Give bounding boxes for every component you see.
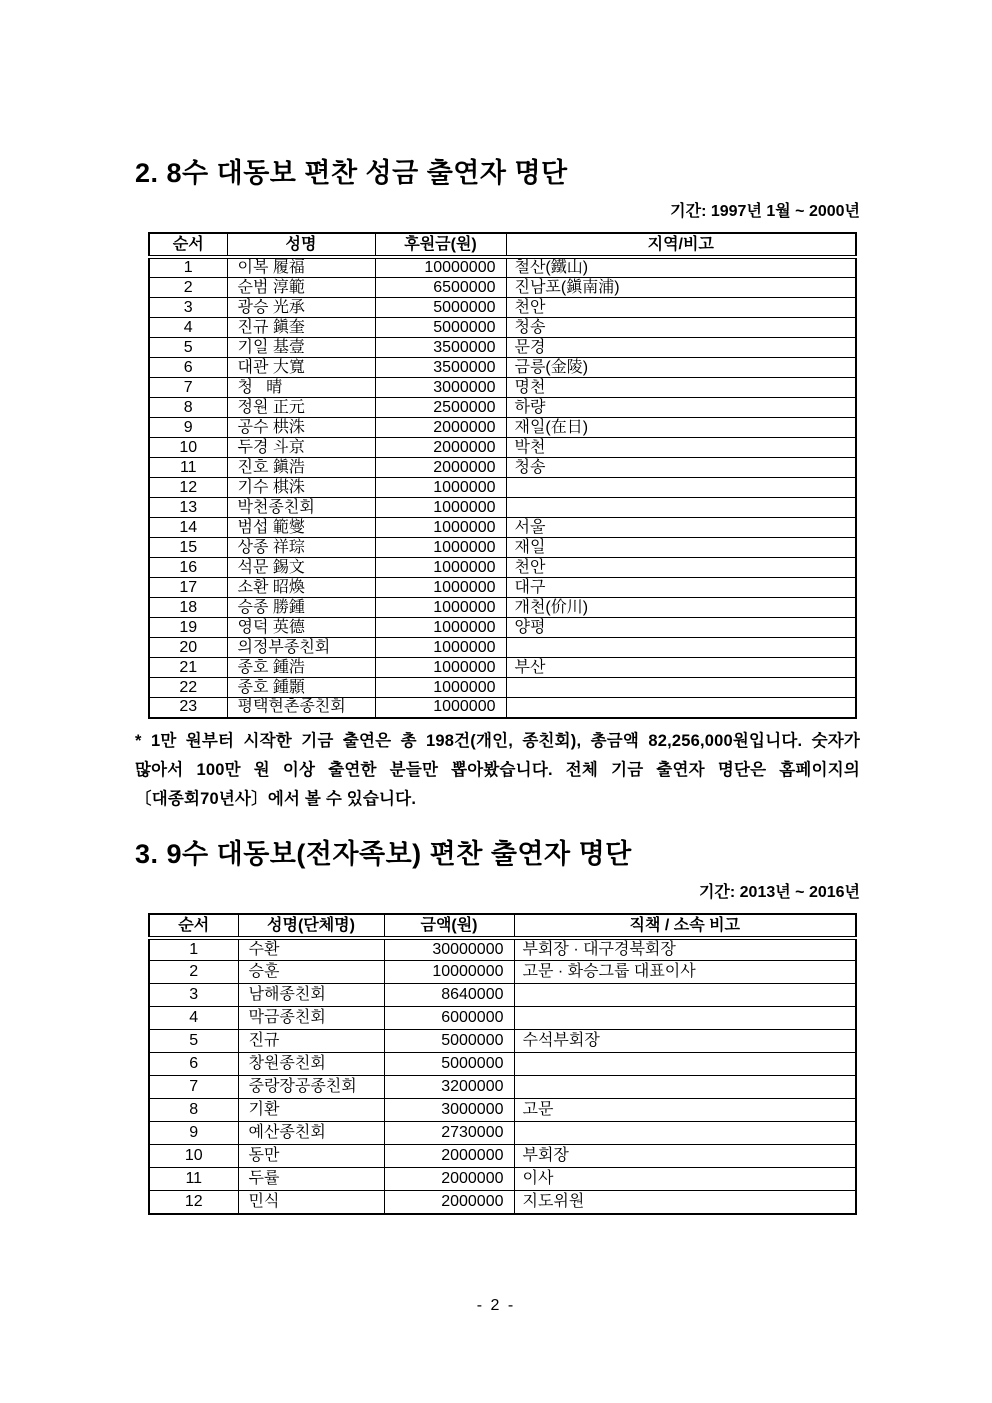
table-cell: 1000000 <box>375 638 506 658</box>
table-cell: 종호 鍾顥 <box>227 678 375 698</box>
table-row <box>149 438 856 458</box>
table-cell: 하량 <box>506 398 856 418</box>
table-row <box>149 358 856 378</box>
table-cell: 평택현촌종친회 <box>227 698 375 718</box>
table-cell: 19 <box>149 618 227 638</box>
table-cell <box>514 1053 856 1076</box>
column-header: 직책 / 소속 비고 <box>514 914 856 938</box>
table-cell: 2000000 <box>384 1191 514 1214</box>
table-cell: 순범 淳範 <box>227 278 375 298</box>
table-cell <box>506 478 856 498</box>
table-row <box>149 498 856 518</box>
column-header: 순서 <box>149 233 227 257</box>
table-cell: 8640000 <box>384 984 514 1007</box>
table-cell: 1000000 <box>375 478 506 498</box>
table-cell <box>514 1007 856 1030</box>
table-row <box>149 458 856 478</box>
table-cell: 5000000 <box>375 298 506 318</box>
table-row <box>149 1145 856 1168</box>
table-cell: 범섭 範燮 <box>227 518 375 538</box>
section-2-period-label: 기간: 1997년 1월 ~ 2000년 <box>670 203 860 220</box>
table-cell: 두경 斗京 <box>227 438 375 458</box>
table-cell: 금릉(金陵) <box>506 358 856 378</box>
table-cell: 기일 基壹 <box>227 338 375 358</box>
table-cell: 10 <box>149 1145 238 1168</box>
table-cell: 종호 鍾浩 <box>227 658 375 678</box>
table-row <box>149 418 856 438</box>
table-cell: 진호 鎭浩 <box>227 458 375 478</box>
table-cell: 이복 履福 <box>227 257 375 278</box>
table-cell: 2000000 <box>375 438 506 458</box>
table-cell: 3000000 <box>384 1099 514 1122</box>
table-cell: 14 <box>149 518 227 538</box>
table-row <box>149 598 856 618</box>
table-cell: 서울 <box>506 518 856 538</box>
column-header: 성명 <box>227 233 375 257</box>
table-cell: 21 <box>149 658 227 678</box>
table-cell: 진남포(鎭南浦) <box>506 278 856 298</box>
column-header: 순서 <box>149 914 238 938</box>
table-cell: 1000000 <box>375 698 506 718</box>
table-cell: 수환 <box>238 938 384 961</box>
table-cell: 기수 棋洙 <box>227 478 375 498</box>
table-cell: 3 <box>149 984 238 1007</box>
table-cell: 5 <box>149 1030 238 1053</box>
table-cell <box>506 698 856 718</box>
table-cell: 3 <box>149 298 227 318</box>
table-cell: 대구 <box>506 578 856 598</box>
table-cell: 양평 <box>506 618 856 638</box>
table-row <box>149 1122 856 1145</box>
table-cell: 23 <box>149 698 227 718</box>
table-cell: 남해종친회 <box>238 984 384 1007</box>
table-row <box>149 638 856 658</box>
table-cell: 창원종친회 <box>238 1053 384 1076</box>
table-row <box>149 578 856 598</box>
table-cell: 1000000 <box>375 678 506 698</box>
table-cell: 1000000 <box>375 518 506 538</box>
table-cell: 부회장 <box>514 1145 856 1168</box>
table-cell: 8 <box>149 1099 238 1122</box>
table-cell: 1000000 <box>375 538 506 558</box>
table-cell: 1 <box>149 938 238 961</box>
table-cell: 3500000 <box>375 338 506 358</box>
table-cell: 정원 正元 <box>227 398 375 418</box>
table-cell: 1 <box>149 257 227 278</box>
table-cell: 9 <box>149 418 227 438</box>
table-cell: 승훈 <box>238 961 384 984</box>
table-cell: 고문 <box>514 1099 856 1122</box>
table-cell: 4 <box>149 1007 238 1030</box>
table-cell: 민식 <box>238 1191 384 1214</box>
table-cell <box>514 1076 856 1099</box>
table-cell: 2000000 <box>384 1145 514 1168</box>
table-cell: 명천 <box>506 378 856 398</box>
table-cell: 철산(鐵山) <box>506 257 856 278</box>
table-cell: 이사 <box>514 1168 856 1191</box>
table-cell: 5000000 <box>375 318 506 338</box>
table-cell: 공수 栱洙 <box>227 418 375 438</box>
table-cell: 청송 <box>506 318 856 338</box>
table-cell: 소환 昭煥 <box>227 578 375 598</box>
table-cell: 광승 光承 <box>227 298 375 318</box>
table-cell: 2000000 <box>384 1168 514 1191</box>
table-cell: 부산 <box>506 658 856 678</box>
section-2-heading: 2. 8수 대동보 편찬 성금 출연자 명단 <box>135 158 568 188</box>
table-cell: 7 <box>149 1076 238 1099</box>
table-cell: 대관 大寬 <box>227 358 375 378</box>
table-cell: 청송 <box>506 458 856 478</box>
table-row <box>149 378 856 398</box>
table-cell: 의정부종친회 <box>227 638 375 658</box>
table-row <box>149 298 856 318</box>
table-cell: 18 <box>149 598 227 618</box>
table-row <box>149 478 856 498</box>
table-cell: 승종 勝鍾 <box>227 598 375 618</box>
table-row <box>149 618 856 638</box>
header-row <box>149 914 856 938</box>
table-cell: 3500000 <box>375 358 506 378</box>
table-cell: 박천 <box>506 438 856 458</box>
table-cell: 천안 <box>506 558 856 578</box>
table-cell: 7 <box>149 378 227 398</box>
table-cell: 진규 鎭奎 <box>227 318 375 338</box>
table-row <box>149 678 856 698</box>
table-cell: 기환 <box>238 1099 384 1122</box>
table-cell: 10000000 <box>375 257 506 278</box>
table-cell: 두률 <box>238 1168 384 1191</box>
donation-table-1997-2000 <box>148 232 857 719</box>
table-cell: 11 <box>149 458 227 478</box>
table-cell: 재일(在日) <box>506 418 856 438</box>
table-row <box>149 318 856 338</box>
table-cell: 6 <box>149 358 227 378</box>
table-cell: 청 晴 <box>227 378 375 398</box>
table-cell: 재일 <box>506 538 856 558</box>
table-cell: 고문 · 화승그룹 대표이사 <box>514 961 856 984</box>
table-cell: 2500000 <box>375 398 506 418</box>
table-cell: 1000000 <box>375 598 506 618</box>
section-3-heading: 3. 9수 대동보(전자족보) 편찬 출연자 명단 <box>135 838 632 869</box>
table-row <box>149 538 856 558</box>
table-cell: 문경 <box>506 338 856 358</box>
table-cell: 6500000 <box>375 278 506 298</box>
table-row <box>149 558 856 578</box>
table-cell: 영덕 英德 <box>227 618 375 638</box>
table-row <box>149 698 856 718</box>
table-row <box>149 257 856 278</box>
table-row <box>149 278 856 298</box>
table-cell: 17 <box>149 578 227 598</box>
table-cell <box>506 678 856 698</box>
table-row <box>149 1168 856 1191</box>
table-cell: 9 <box>149 1122 238 1145</box>
table-cell: 2000000 <box>375 418 506 438</box>
table-cell: 6000000 <box>384 1007 514 1030</box>
table-cell: 석문 錫文 <box>227 558 375 578</box>
table-row <box>149 1053 856 1076</box>
table-cell: 동만 <box>238 1145 384 1168</box>
table-cell: 10 <box>149 438 227 458</box>
table-row <box>149 398 856 418</box>
table-row <box>149 1007 856 1030</box>
table-cell: 1000000 <box>375 578 506 598</box>
table-cell: 진규 <box>238 1030 384 1053</box>
section-3-period-label: 기간: 2013년 ~ 2016년 <box>698 883 860 901</box>
table-cell: 지도위원 <box>514 1191 856 1214</box>
table-row <box>149 518 856 538</box>
column-header: 지역/비고 <box>506 233 856 257</box>
table-cell: 15 <box>149 538 227 558</box>
table-cell: 1000000 <box>375 558 506 578</box>
table-row <box>149 1191 856 1214</box>
table-row <box>149 1030 856 1053</box>
table-row <box>149 1076 856 1099</box>
page-number: - 2 - <box>476 1297 516 1314</box>
table-cell: 10000000 <box>384 961 514 984</box>
footnote: * 1만 원부터 시작한 기금 출연은 총 198건(개인, 종친회), 총금액 82,256,000원입니다. 숫자가 많아서 100만 원 이상 출연한 분들만 뽑아봤습니다. 전체 기금 출연자 명단은 홈페이지의 〔대종회70년사〕에서 볼 수 있습니다. <box>135 731 860 808</box>
table-cell <box>506 638 856 658</box>
table-cell: 5 <box>149 338 227 358</box>
table-row <box>149 961 856 984</box>
table-cell: 12 <box>149 1191 238 1214</box>
header-row <box>149 233 856 257</box>
column-header: 성명(단체명) <box>238 914 384 938</box>
table-cell: 4 <box>149 318 227 338</box>
donation-table-2013-2016 <box>148 913 857 1215</box>
table-cell: 3000000 <box>375 378 506 398</box>
table-cell: 13 <box>149 498 227 518</box>
table-cell: 22 <box>149 678 227 698</box>
table-cell: 1000000 <box>375 498 506 518</box>
table-cell: 2730000 <box>384 1122 514 1145</box>
column-header: 금액(원) <box>384 914 514 938</box>
table-cell: 1000000 <box>375 618 506 638</box>
table-cell: 개천(价川) <box>506 598 856 618</box>
table-cell: 1000000 <box>375 658 506 678</box>
table-cell: 막금종친회 <box>238 1007 384 1030</box>
table-cell: 6 <box>149 1053 238 1076</box>
table-cell: 상종 祥琮 <box>227 538 375 558</box>
column-header: 후원금(원) <box>375 233 506 257</box>
table-cell: 30000000 <box>384 938 514 961</box>
table-cell: 천안 <box>506 298 856 318</box>
table-cell: 16 <box>149 558 227 578</box>
table-row <box>149 938 856 961</box>
table-cell: 2000000 <box>375 458 506 478</box>
table-cell: 2 <box>149 278 227 298</box>
table-cell <box>506 498 856 518</box>
table-row <box>149 1099 856 1122</box>
table-cell: 수석부회장 <box>514 1030 856 1053</box>
table-row <box>149 984 856 1007</box>
table-cell <box>514 984 856 1007</box>
table-cell <box>514 1122 856 1145</box>
table-cell: 예산종친회 <box>238 1122 384 1145</box>
table-cell: 부회장 · 대구경북회장 <box>514 938 856 961</box>
table-cell: 중랑장공종친회 <box>238 1076 384 1099</box>
table-cell: 20 <box>149 638 227 658</box>
table-row <box>149 658 856 678</box>
table-cell: 박천종친회 <box>227 498 375 518</box>
table-row <box>149 338 856 358</box>
table-cell: 5000000 <box>384 1030 514 1053</box>
table-cell: 11 <box>149 1168 238 1191</box>
table-cell: 3200000 <box>384 1076 514 1099</box>
table-cell: 12 <box>149 478 227 498</box>
table-cell: 8 <box>149 398 227 418</box>
table-cell: 2 <box>149 961 238 984</box>
table-cell: 5000000 <box>384 1053 514 1076</box>
